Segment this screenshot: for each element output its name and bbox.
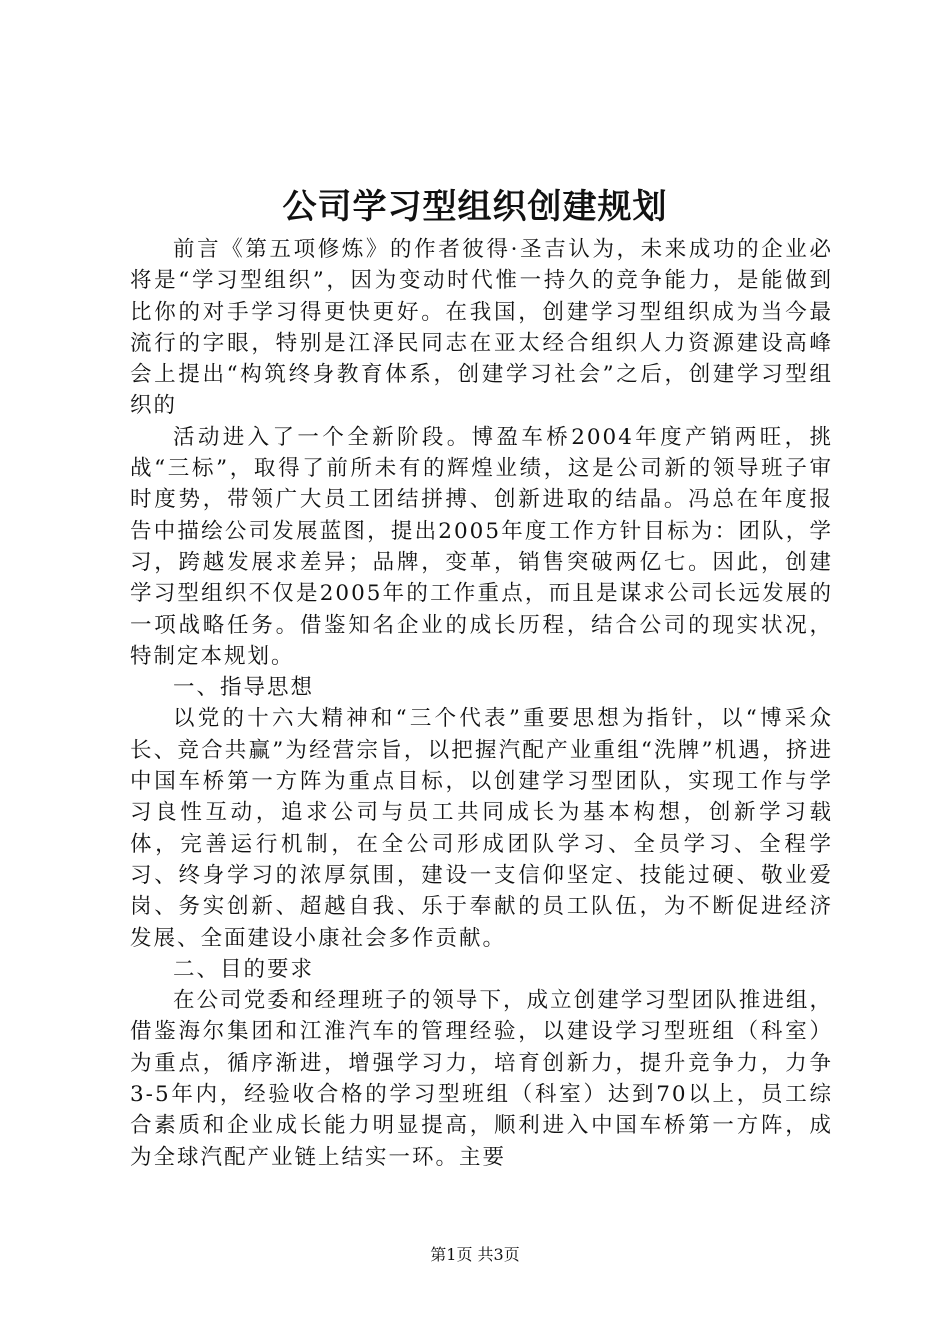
document-title: 公司学习型组织创建规划 bbox=[282, 187, 668, 227]
document-body bbox=[130, 234, 833, 1173]
paragraph-background: 活动进入了一个全新阶段。博盈车桥2004年度产销两旺，挑战“三标”，取得了前所未有的辉煌业绩，这是公司新的领导班子审时度势，带领广大员工团结拼搏、创新进取的结晶。冯总在年度报告中描绘公司发展蓝图，提出2005年度工作方针目标为：团队，学习，跨越发展求差异；品牌，变革，销售突破两亿七。因此，创建学习型组织不仅是2005年的工作重点，而且是谋求公司长远发展的一项战略任务。借鉴知名企业的成长历程，结合公司的现实状况，特制定本规划。 bbox=[130, 424, 833, 669]
section-heading-guiding-ideology: 一、指导思想 bbox=[173, 675, 315, 701]
paragraph-preface: 前言《第五项修炼》的作者彼得·圣吉认为，未来成功的企业必将是“学习型组织”，因为变动时代惟一持久的竞争能力，是能做到比你的对手学习得更快更好。在我国，创建学习型组织成为当今最流行的字眼，特别是江泽民同志在亚太经合组织人力资源建设高峰会上提出“构筑终身教育体系，创建学习社会”之后，创建学习型组织的 bbox=[130, 237, 833, 419]
page-footer: 第1页 共3页 bbox=[430, 1245, 520, 1264]
paragraph-objectives: 在公司党委和经理班子的领导下，成立创建学习型团队推进组，借鉴海尔集团和江淮汽车的管理经验，以建设学习型班组（科室）为重点，循序渐进，增强学习力，培育创新力，提升竞争力，力争3-5年内，经验收合格的学习型班组（科室）达到70以上，员工综合素质和企业成长能力明显提高，顺利进入中国车桥第一方阵，成为全球汽配产业链上结实一环。主要 bbox=[130, 988, 833, 1170]
paragraph-guiding-ideology: 以党的十六大精神和“三个代表”重要思想为指针，以“博采众长、竞合共赢”为经营宗旨，以把握汽配产业重组“洗牌”机遇，挤进中国车桥第一方阵为重点目标，以创建学习型团队，实现工作与学习良性互动，追求公司与员工共同成长为基本构想，创新学习载体，完善运行机制，在全公司形成团队学习、全员学习、全程学习、终身学习的浓厚氛围，建设一支信仰坚定、技能过硬、敬业爱岗、务实创新、超越自我、乐于奉献的员工队伍，为不断促进经济发展、全面建设小康社会多作贡献。 bbox=[130, 706, 833, 951]
section-heading-objectives: 二、目的要求 bbox=[173, 956, 315, 982]
